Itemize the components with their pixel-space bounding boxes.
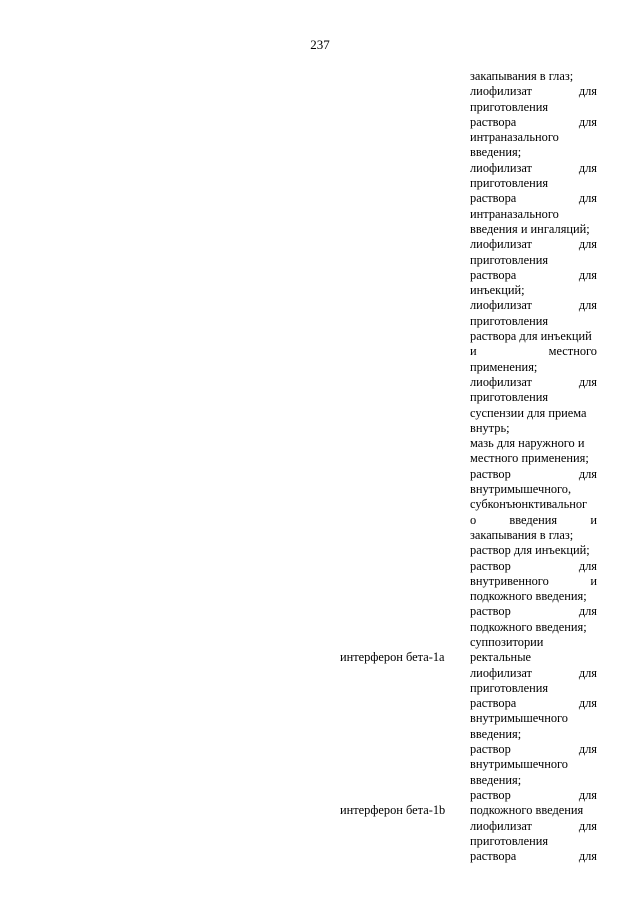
dosage-form-line	[470, 436, 597, 451]
dosage-form-line	[470, 222, 597, 237]
dosage-form-line	[470, 635, 597, 650]
dosage-form-word: раствора	[470, 114, 517, 129]
dosage-form-word: раствора	[470, 696, 517, 711]
dosage-form-line	[470, 528, 597, 543]
dosage-form-line	[470, 803, 597, 818]
dosage-form-line	[470, 390, 597, 405]
dosage-form-word: внутривенного	[470, 573, 549, 588]
dosage-form-word: для	[578, 160, 597, 175]
dosage-form-line	[470, 681, 597, 696]
dosage-form-line	[470, 559, 597, 574]
dosage-form-word: приготовления	[470, 680, 549, 695]
dosage-form-word: местного применения;	[470, 451, 589, 466]
dosage-form-word: закапывания в глаз;	[470, 69, 574, 83]
dosage-form-line	[470, 788, 597, 803]
dosage-form-word: интраназального	[470, 130, 559, 145]
dosage-form-line	[470, 84, 597, 99]
dosage-form-word: приготовления	[470, 313, 549, 328]
dosage-form-line	[470, 360, 597, 375]
dosage-form-word: мазь для наружного и	[470, 436, 585, 451]
dosage-form-line	[470, 650, 597, 665]
dosage-form-line	[470, 176, 597, 191]
dosage-form-line	[470, 834, 597, 849]
dosage-form-line	[470, 207, 597, 222]
dosage-form-line	[470, 666, 597, 681]
dosage-form-line	[470, 161, 597, 176]
dosage-form-line	[470, 130, 597, 145]
dosage-form-word: и	[590, 512, 597, 527]
dosage-form-word: для	[578, 466, 597, 481]
dosage-form-line	[470, 727, 597, 742]
dosage-form-line	[470, 100, 597, 115]
dosage-form-word: лиофилизат	[470, 84, 532, 99]
dosage-form-line	[470, 375, 597, 390]
dosage-form-word: раствора	[470, 267, 517, 282]
dosage-form-word: приготовления	[470, 176, 549, 191]
dosage-form-word: введения;	[470, 772, 522, 787]
dosage-form-line	[470, 253, 597, 268]
dosage-form-line	[470, 329, 597, 344]
dosage-form-word: приготовления	[470, 833, 549, 848]
dosage-form-line	[470, 819, 597, 834]
drug-name: интерферон бета-1a	[340, 650, 445, 665]
dosage-form-word: инъекций;	[470, 283, 525, 298]
dosage-form-line	[470, 574, 597, 589]
dosage-form-line	[470, 543, 597, 558]
dosage-form-word: для	[578, 696, 597, 711]
dosage-form-word: раствор	[470, 742, 511, 757]
dosage-form-line	[470, 757, 597, 772]
dosage-form-word: для	[578, 849, 597, 864]
dosage-form-line	[470, 513, 597, 528]
dosage-form-line	[470, 421, 597, 436]
dosage-form-word: раствор	[470, 787, 511, 802]
dosage-form-word: ректальные	[470, 650, 532, 665]
dosage-form-word: интраназального	[470, 206, 559, 221]
dosage-form-word: для	[578, 84, 597, 99]
dosage-form-line	[470, 451, 597, 466]
dosage-form-line	[470, 711, 597, 726]
dosage-form-word: для	[578, 818, 597, 833]
dosage-form-word: приготовления	[470, 99, 549, 114]
dosage-form-line	[470, 268, 597, 283]
dosage-form-word: для	[578, 374, 597, 389]
dosage-form-word: введения	[509, 512, 558, 527]
dosage-form-word: введения;	[470, 145, 522, 160]
dosage-form-word: для	[578, 604, 597, 619]
dosage-form-word: раствор	[470, 466, 511, 481]
dosage-form-word: для	[578, 267, 597, 282]
dosage-form-line	[470, 482, 597, 497]
dosage-form-word: внутрь;	[470, 420, 510, 435]
dosage-form-word: приготовления	[470, 390, 549, 405]
dosage-form-word: для	[578, 298, 597, 313]
dosage-form-word: для	[578, 237, 597, 252]
dosage-form-word: для	[578, 191, 597, 206]
dosage-form-line	[470, 467, 597, 482]
dosage-form-word: введения и ингаляций;	[470, 221, 590, 236]
dosage-form-line	[470, 696, 597, 711]
dosage-form-word: лиофилизат	[470, 298, 532, 313]
dosage-form-word: внутримышечного,	[470, 482, 572, 497]
dosage-form-word: раствор	[470, 558, 511, 573]
dosage-form-line	[470, 773, 597, 788]
dosage-form-word: для	[578, 558, 597, 573]
dosage-form-line	[470, 283, 597, 298]
dosage-form-word: для	[578, 114, 597, 129]
dosage-form-line	[470, 191, 597, 206]
dosage-form-word: раствора для инъекций	[470, 329, 592, 344]
dosage-form-word: подкожного введения;	[470, 589, 587, 604]
page-number: 237	[310, 37, 330, 52]
dosage-form-word: для	[578, 742, 597, 757]
dosage-form-word: лиофилизат	[470, 665, 532, 680]
dosage-forms-column	[470, 69, 597, 864]
dosage-form-word: лиофилизат	[470, 237, 532, 252]
drug-name: интерферон бета-1b	[340, 803, 446, 818]
dosage-form-line	[470, 344, 597, 359]
dosage-form-word: применения;	[470, 359, 538, 374]
dosage-form-line	[470, 620, 597, 635]
dosage-form-word: лиофилизат	[470, 818, 532, 833]
dosage-form-line	[470, 604, 597, 619]
dosage-form-word: субконъюнктивальног	[470, 497, 588, 512]
dosage-form-word: закапывания в глаз;	[470, 527, 574, 542]
dosage-form-word: введения;	[470, 726, 522, 741]
dosage-form-word: местного	[548, 344, 597, 359]
dosage-form-line	[470, 849, 597, 864]
dosage-form-word: суспензии для приема	[470, 405, 587, 420]
dosage-form-line	[470, 69, 597, 84]
dosage-form-word: раствор для инъекций;	[470, 543, 590, 558]
dosage-form-word: внутримышечного	[470, 711, 568, 726]
dosage-form-word: раствора	[470, 191, 517, 206]
dosage-form-line	[470, 314, 597, 329]
dosage-form-word: подкожного введения	[470, 803, 584, 818]
dosage-form-line	[470, 145, 597, 160]
dosage-form-word: для	[578, 787, 597, 802]
dosage-form-word: и	[590, 573, 597, 588]
dosage-form-word: приготовления	[470, 252, 549, 267]
dosage-form-word: подкожного введения;	[470, 619, 587, 634]
dosage-form-line	[470, 742, 597, 757]
dosage-form-line	[470, 237, 597, 252]
dosage-form-word: о	[470, 512, 477, 527]
dosage-form-word: раствора	[470, 849, 517, 864]
dosage-form-word: лиофилизат	[470, 374, 532, 389]
dosage-form-word: лиофилизат	[470, 160, 532, 175]
dosage-form-line	[470, 298, 597, 313]
dosage-form-line	[470, 497, 597, 512]
dosage-form-word: для	[578, 665, 597, 680]
dosage-form-word: внутримышечного	[470, 757, 568, 772]
dosage-form-line	[470, 406, 597, 421]
dosage-form-line	[470, 589, 597, 604]
dosage-form-word: суппозитории	[470, 634, 544, 649]
dosage-form-word: и	[470, 344, 477, 359]
dosage-form-word: раствор	[470, 604, 511, 619]
dosage-form-line	[470, 115, 597, 130]
